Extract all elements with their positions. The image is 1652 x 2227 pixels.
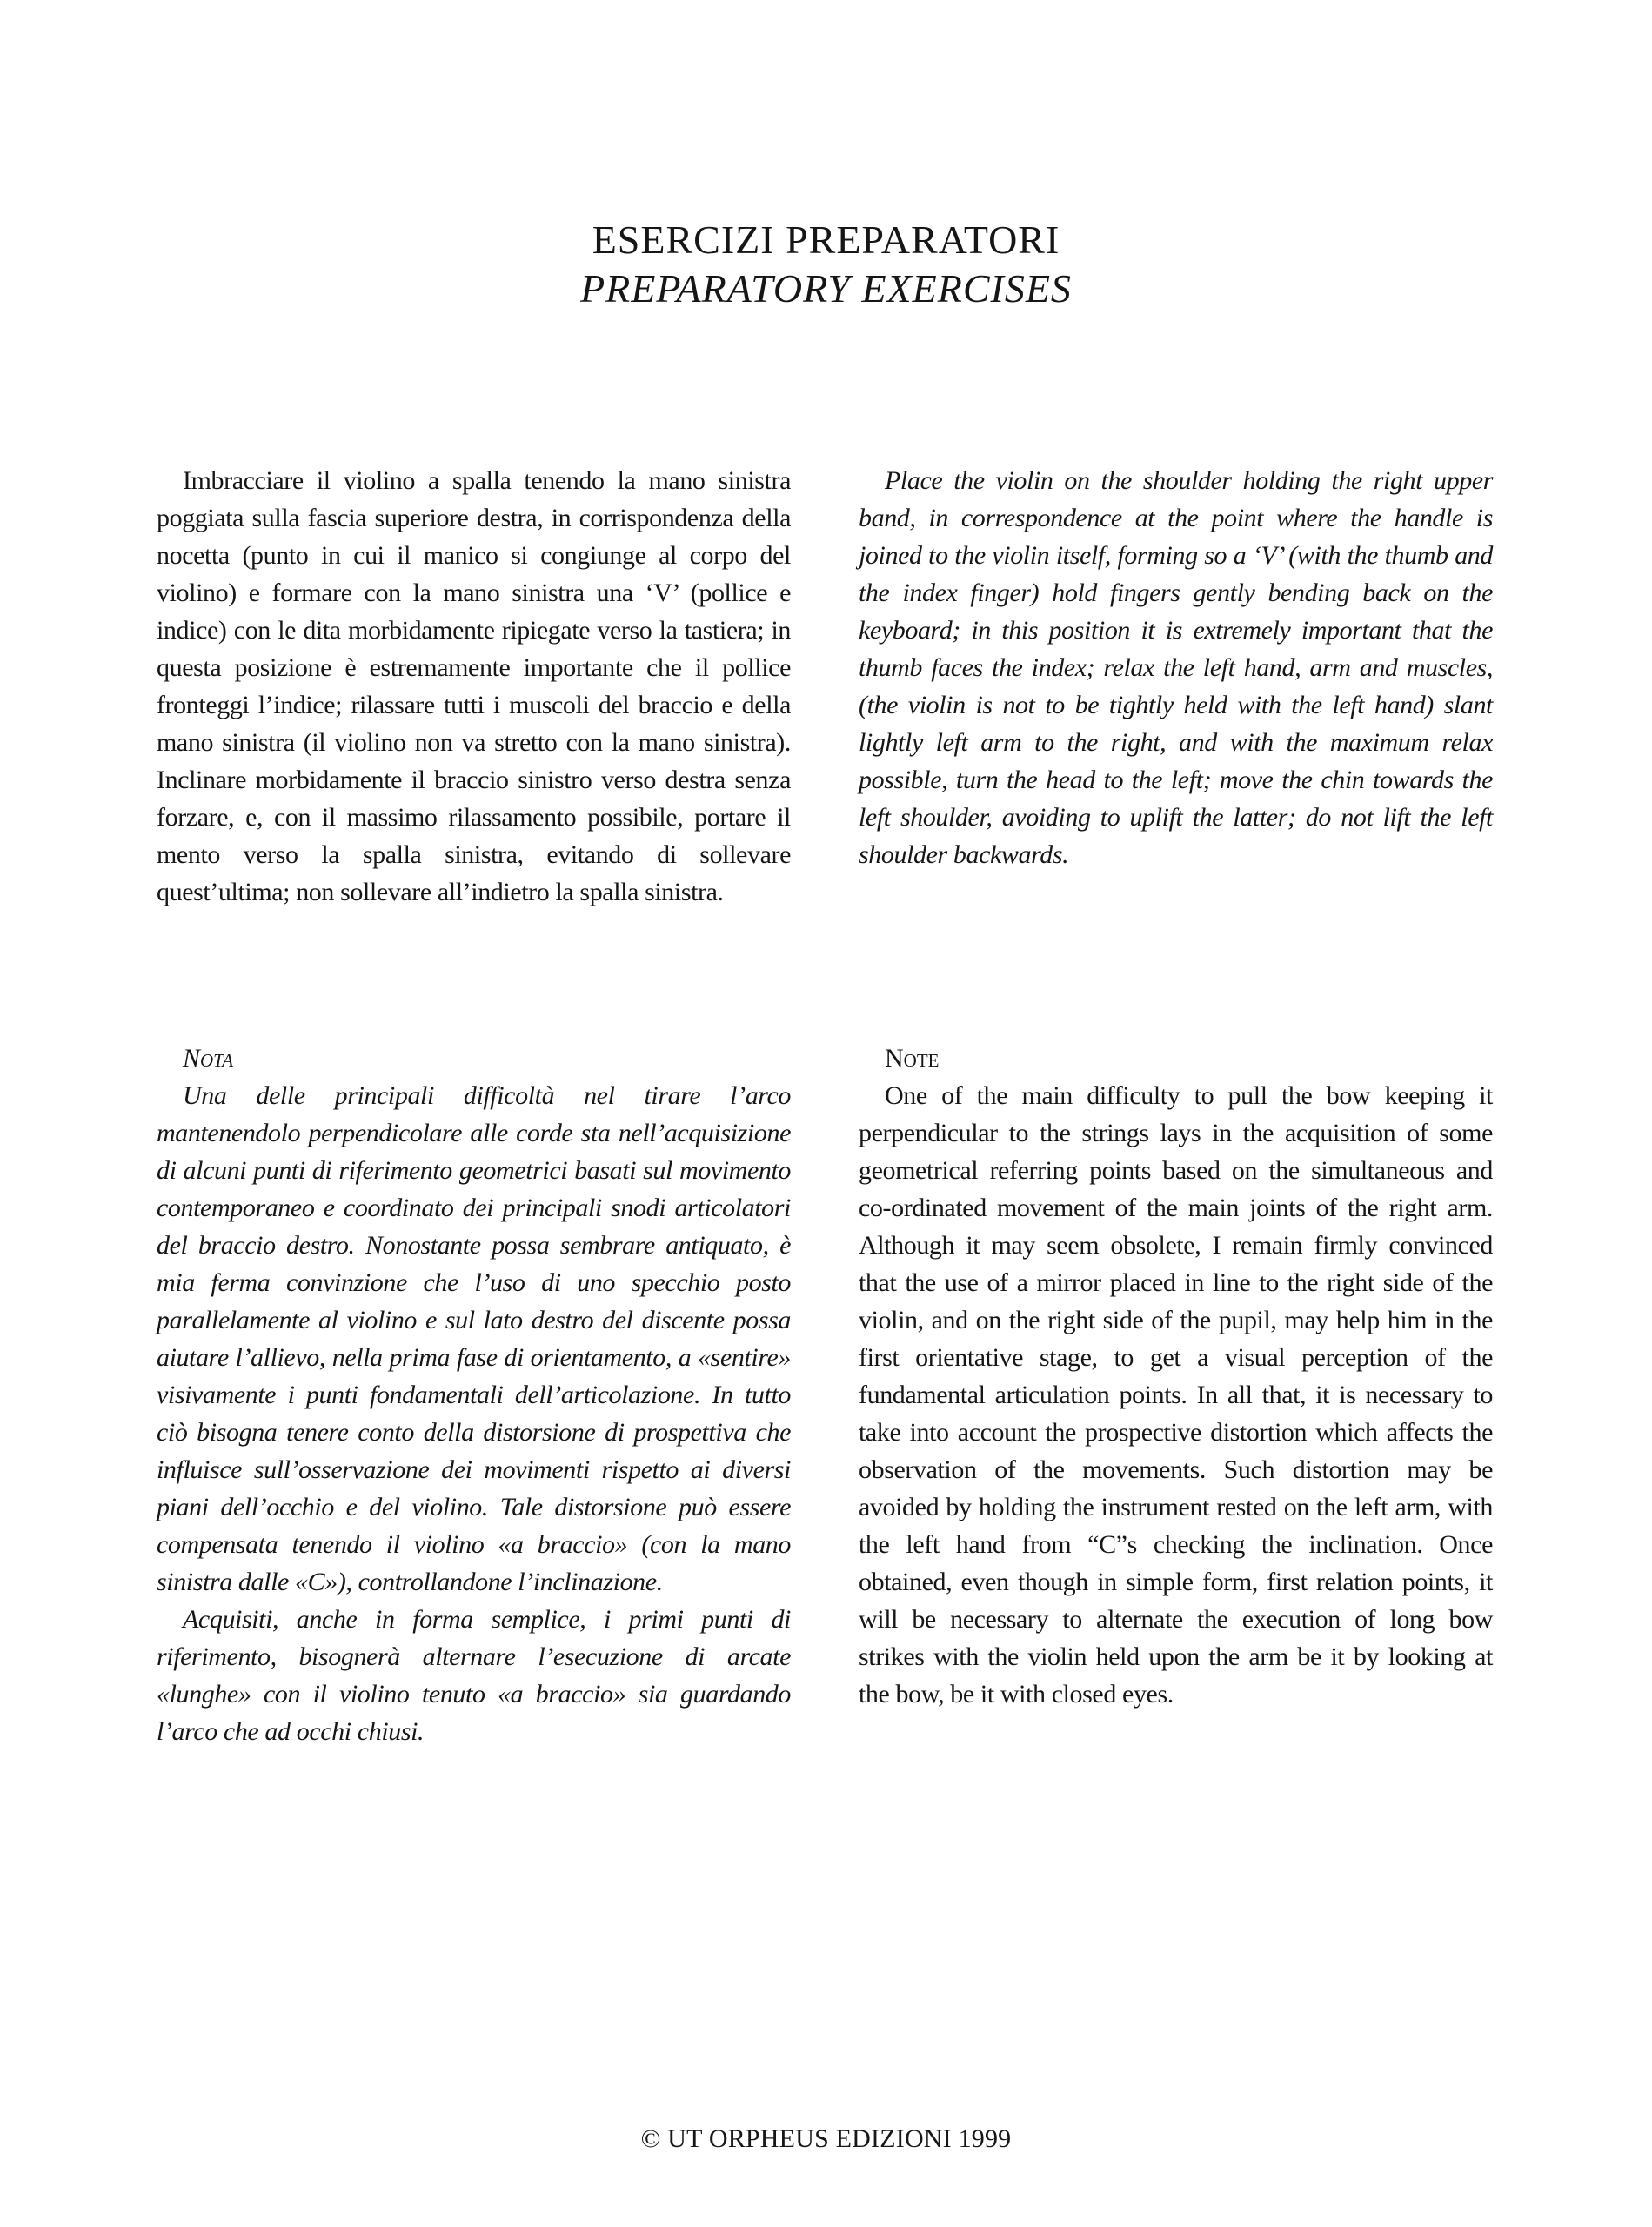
page-title [0, 216, 1652, 313]
copyright-footer: © UT ORPHEUS EDIZIONI 1999 [640, 2124, 1012, 2153]
column-english [859, 462, 1493, 1750]
english-intro-paragraph: Place the violin on the shoulder holding the right upper band, in correspondence at the point where the handle is joined to the violin itself, forming so a ‘V’ (with the thumb and the index finger) hold fingers gently bending back on the keyboard; in this position it is extremely important that the thumb faces the index; relax the left hand, arm and muscles, (the violin is not to be tightly held with the left hand) slant lightly left arm to the right, and with the maximum relax possible, turn the head to the left; move the chin towards the left shoulder, avoiding to uplift the latter; do not lift the left shoulder backwards. [859, 466, 1493, 869]
italian-note-heading: Nota [183, 1044, 234, 1073]
title-italian: ESERCIZI PREPARATORI [592, 217, 1060, 262]
english-note-paragraph-1: One of the main difficulty to pull the bow keeping it perpendicular to the strings lays in the acquisition of some geometrical referring points based on the simultaneous and co-ordinated movement of the main joints of the right arm. Although it may seem obsolete, I remain firmly convinced that the use of a mirror placed in line to the right side of the violin, and on the right side of the pupil, may help him in the first orientative stage, to get a visual perception of the fundamental articulation points. In all that, it is necessary to take into account the prospective distortion which affects the observation of the movements. Such distortion may be avoided by holding the instrument rested on the left arm, with the left hand from “C”s checking the inclination. Once obtained, even though in simple form, first relation points, it will be necessary to alternate the execution of long bow strikes with the violin held upon the arm be it by looking at the bow, be it with closed eyes. [859, 1081, 1493, 1709]
column-italian [157, 462, 791, 1750]
english-note-heading: Note [885, 1044, 940, 1073]
italian-note-paragraph-1: Una delle principali difficoltà nel tirare l’arco mantenendolo perpendicolare alle corde sta nell’acquisizione di alcuni punti di riferimento geometrici basati sul movimento contemporaneo e coordinato dei principali snodi articolatori del braccio destro. Nonostante possa sembrare antiquato, è mia ferma convinzione che l’uso di uno specchio posto parallelamente al violino e sul lato destro del discente possa aiutare l’allievo, nella prima fase di orientamento, a «sentire» visivamente i punti fondamentali dell’articolazione. In tutto ciò bisogna tenere conto della distorsione di prospettiva che influisce sull’osservazione dei movimenti rispetto ai diversi piani dell’occhio e del violino. Tale distorsione può essere compensata tenendo il violino «a braccio» (con la mano sinistra dalle «C»), controllandone l’inclinazione. [157, 1081, 791, 1596]
english-intro-slot [859, 462, 1493, 987]
italian-intro-slot [157, 462, 791, 987]
title-english: PREPARATORY EXERCISES [580, 266, 1072, 311]
text-columns [157, 462, 1493, 1750]
italian-intro-paragraph: Imbracciare il violino a spalla tenendo la mano sinistra poggiata sulla fascia superiore destra, in corrispondenza della nocetta (punto in cui il manico si congiunge al corpo del violino) e formare con la mano sinistra una ‘V’ (pollice e indice) con le dita morbidamente ripiegate verso la tastiera; in questa posizione è estremamente importante che il pollice fronteggi l’indice; rilassare tutti i muscoli del braccio e della mano sinistra (il violino non va stretto con la mano sinistra). Inclinare morbidamente il braccio sinistro verso destra senza forzare, e, con il massimo rilassamento possibile, portare il mento verso la spalla sinistra, evitando di sollevare quest’ultima; non sollevare all’indietro la spalla sinistra. [157, 466, 791, 906]
italian-note-paragraph-2: Acquisiti, anche in forma semplice, i primi punti di riferimento, bisognerà alternare l’esecuzione di arcate «lunghe» con il violino tenuto «a braccio» sia guardando l’arco che ad occhi chiusi. [157, 1605, 791, 1746]
